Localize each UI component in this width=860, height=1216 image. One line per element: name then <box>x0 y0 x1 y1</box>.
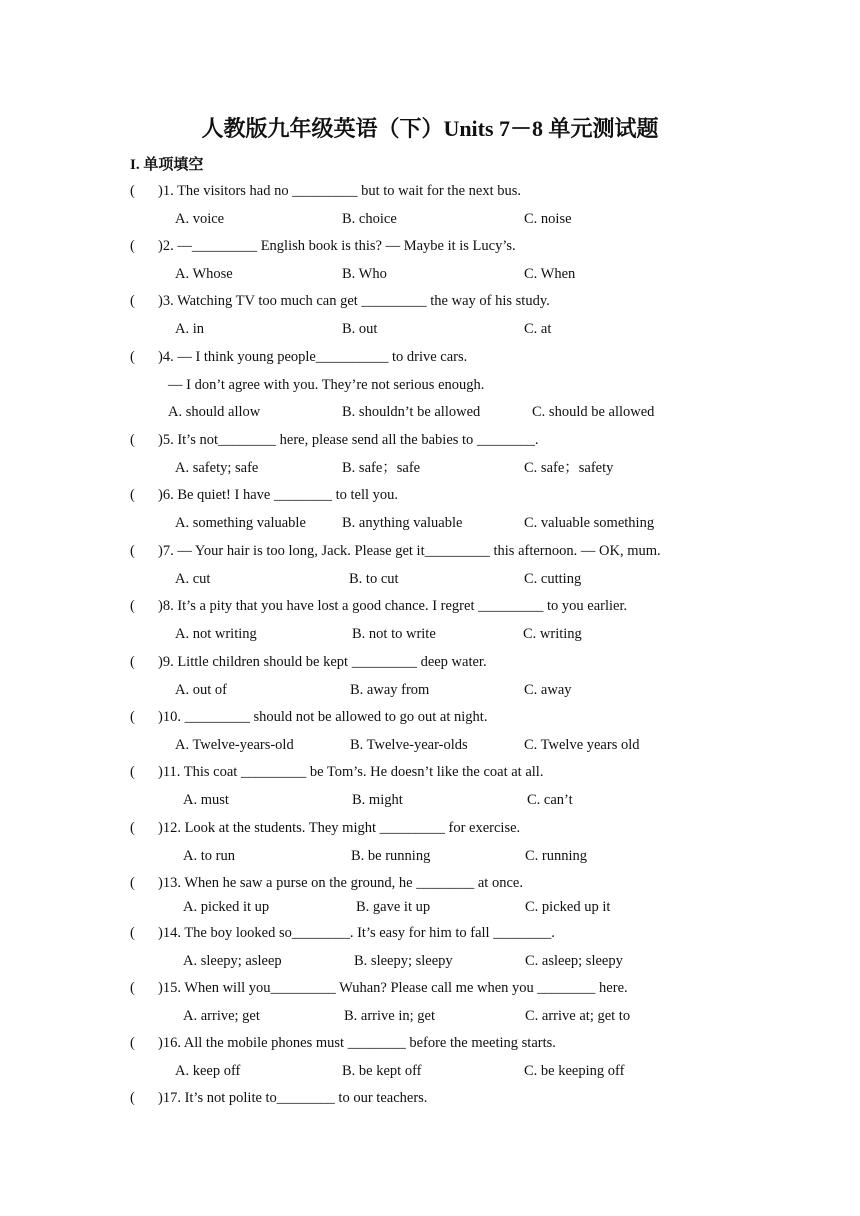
option-a: A. not writing <box>175 626 257 642</box>
question-stem: )1. The visitors had no _________ but to wait for the next bus. <box>158 183 521 199</box>
question-7 <box>130 542 830 560</box>
section-heading: I. 单项填空 <box>130 157 204 173</box>
option-b: B. away from <box>350 682 430 698</box>
answer-bracket: ( <box>130 764 135 780</box>
question-1 <box>130 182 830 200</box>
answer-bracket: ( <box>130 183 135 199</box>
question-5 <box>130 431 830 449</box>
option-c: C. picked up it <box>525 899 611 915</box>
question-11 <box>130 763 830 781</box>
answer-bracket: ( <box>130 349 135 365</box>
option-b: B. Who <box>342 266 387 282</box>
option-a: A. something valuable <box>175 515 306 531</box>
question-8 <box>130 597 830 615</box>
option-c: C. valuable something <box>524 515 655 531</box>
question-stem: )6. Be quiet! I have ________ to tell you. <box>158 487 399 503</box>
question-stem: )14. The boy looked so________. It’s easy for him to fall ________. <box>158 925 555 941</box>
option-b: B. Twelve-year-olds <box>350 737 468 753</box>
option-c: C. be keeping off <box>524 1063 625 1079</box>
option-a: A. safety; safe <box>175 460 259 476</box>
option-a: A. sleepy; asleep <box>183 953 282 969</box>
question-10 <box>130 708 830 726</box>
answer-bracket: ( <box>130 925 135 941</box>
option-b: B. to cut <box>349 571 399 587</box>
option-b: B. sleepy; sleepy <box>354 953 453 969</box>
question-4 <box>130 348 830 366</box>
option-b: B. anything valuable <box>342 515 463 531</box>
option-c: C. at <box>524 321 552 337</box>
question-17 <box>130 1089 830 1107</box>
question-stem: )15. When will you_________ Wuhan? Please call me when you ________ here. <box>158 980 628 996</box>
option-a: A. Twelve-years-old <box>175 737 294 753</box>
option-a: A. must <box>183 792 229 808</box>
question-stem: )17. It’s not polite to________ to our teachers. <box>158 1090 428 1106</box>
option-c: C. When <box>524 266 576 282</box>
answer-bracket: ( <box>130 293 135 309</box>
question-stem: )9. Little children should be kept _________ deep water. <box>158 654 487 670</box>
option-a: A. voice <box>175 211 225 227</box>
option-b: B. gave it up <box>356 899 431 915</box>
question-16 <box>130 1034 830 1052</box>
option-b: B. arrive in; get <box>344 1008 436 1024</box>
option-c: C. noise <box>524 211 572 227</box>
option-b: B. shouldn’t be allowed <box>342 404 481 420</box>
page-title: 人教版九年级英语（下）Units 7－8 单元测试题 <box>201 116 659 141</box>
option-c: C. writing <box>523 626 582 642</box>
answer-bracket: ( <box>130 432 135 448</box>
option-b: B. might <box>352 792 403 808</box>
question-continuation: — I don’t agree with you. They’re not serious enough. <box>168 377 485 393</box>
question-stem: )16. All the mobile phones must ________ before the meeting starts. <box>158 1035 556 1051</box>
question-9 <box>130 653 830 671</box>
question-15 <box>130 979 830 997</box>
option-a: A. picked it up <box>183 899 270 915</box>
option-a: A. arrive; get <box>183 1008 260 1024</box>
option-b: B. out <box>342 321 378 337</box>
option-a: A. cut <box>175 571 211 587</box>
answer-bracket: ( <box>130 875 135 891</box>
question-stem: )13. When he saw a purse on the ground, he ________ at once. <box>158 875 523 891</box>
question-3 <box>130 292 830 310</box>
option-c: C. should be allowed <box>532 404 655 420</box>
question-stem: )10. _________ should not be allowed to go out at night. <box>158 709 488 725</box>
answer-bracket: ( <box>130 487 135 503</box>
option-b: B. be running <box>351 848 431 864</box>
option-c: C. Twelve years old <box>524 737 640 753</box>
question-stem: )12. Look at the students. They might _________ for exercise. <box>158 820 521 836</box>
answer-bracket: ( <box>130 1035 135 1051</box>
question-stem: )2. —_________ English book is this? — Maybe it is Lucy’s. <box>158 238 516 254</box>
question-stem: )4. — I think young people__________ to drive cars. <box>158 349 468 365</box>
answer-bracket: ( <box>130 598 135 614</box>
option-a: A. to run <box>183 848 235 864</box>
option-b: B. safe；safe <box>342 460 421 476</box>
option-c: C. arrive at; get to <box>525 1008 631 1024</box>
option-c: C. asleep; sleepy <box>525 953 623 969</box>
option-a: A. Whose <box>175 266 233 282</box>
answer-bracket: ( <box>130 980 135 996</box>
option-a: A. should allow <box>168 404 261 420</box>
option-c: C. can’t <box>527 792 573 808</box>
option-c: C. safe；safety <box>524 460 614 476</box>
question-stem: )11. This coat _________ be Tom’s. He doesn’t like the coat at all. <box>158 764 544 780</box>
answer-bracket: ( <box>130 820 135 836</box>
question-13 <box>130 874 830 892</box>
option-b: B. choice <box>342 211 397 227</box>
question-14 <box>130 924 830 942</box>
answer-bracket: ( <box>130 543 135 559</box>
answer-bracket: ( <box>130 654 135 670</box>
option-c: C. cutting <box>524 571 582 587</box>
option-c: C. away <box>524 682 572 698</box>
question-2 <box>130 237 830 255</box>
question-6 <box>130 486 830 504</box>
option-a: A. in <box>175 321 204 337</box>
question-stem: )5. It’s not________ here, please send all the babies to ________. <box>158 432 539 448</box>
question-stem: )7. — Your hair is too long, Jack. Please get it_________ this afternoon. — OK, mum. <box>158 543 661 559</box>
option-c: C. running <box>525 848 588 864</box>
question-stem: )8. It’s a pity that you have lost a good chance. I regret _________ to you earlier. <box>158 598 628 614</box>
option-b: B. not to write <box>352 626 436 642</box>
question-stem: )3. Watching TV too much can get _________ the way of his study. <box>158 293 550 309</box>
option-a: A. keep off <box>175 1063 241 1079</box>
answer-bracket: ( <box>130 709 135 725</box>
option-b: B. be kept off <box>342 1063 422 1079</box>
answer-bracket: ( <box>130 1090 135 1106</box>
question-12 <box>130 819 830 837</box>
answer-bracket: ( <box>130 238 135 254</box>
option-a: A. out of <box>175 682 227 698</box>
